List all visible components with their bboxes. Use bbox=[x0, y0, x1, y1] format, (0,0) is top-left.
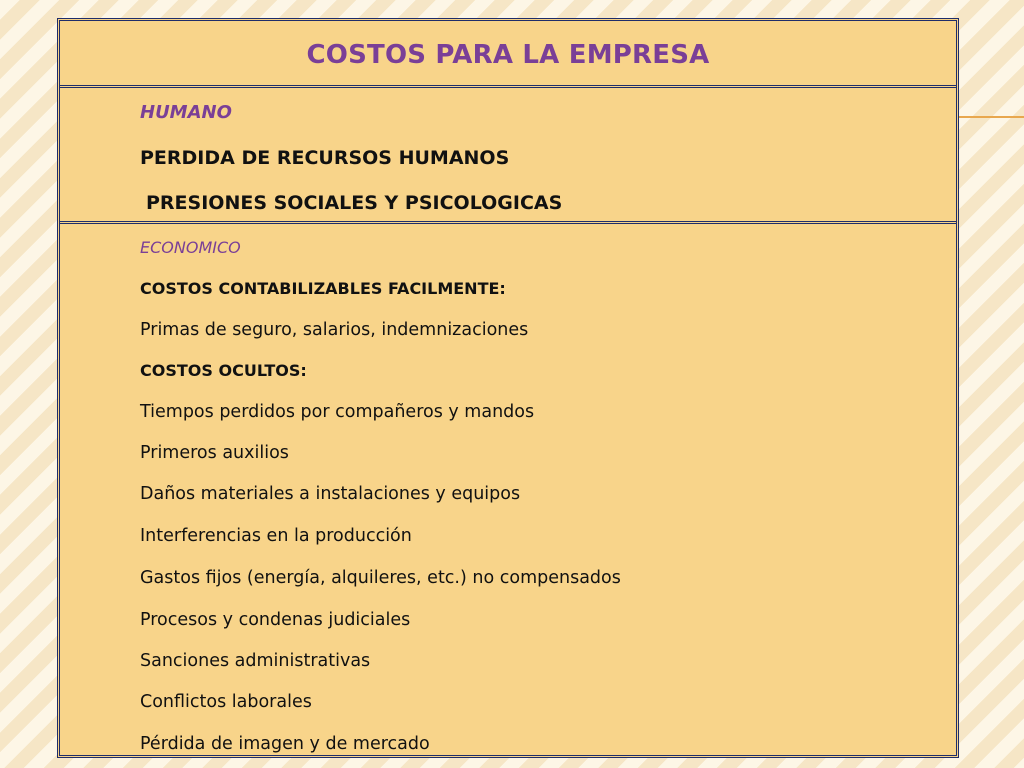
slide-table bbox=[57, 18, 959, 758]
hidden-cost-item: Daños materiales a instalaciones y equipos bbox=[140, 484, 521, 504]
human-item: PERDIDA DE RECURSOS HUMANOS bbox=[140, 147, 510, 169]
human-costs-section bbox=[60, 85, 956, 221]
accountable-costs-heading: COSTOS CONTABILIZABLES FACILMENTE: bbox=[140, 279, 506, 298]
title-row bbox=[60, 21, 956, 85]
hidden-costs-heading: COSTOS OCULTOS: bbox=[140, 361, 307, 380]
slide-title: COSTOS PARA LA EMPRESA bbox=[306, 40, 710, 70]
hidden-cost-item: Pérdida de imagen y de mercado bbox=[140, 734, 430, 754]
economic-costs-section bbox=[60, 221, 956, 758]
economic-heading: ECONOMICO bbox=[140, 238, 241, 257]
human-item: PRESIONES SOCIALES Y PSICOLOGICAS bbox=[146, 192, 563, 214]
hidden-cost-item: Conflictos laborales bbox=[140, 692, 312, 712]
hidden-cost-item: Sanciones administrativas bbox=[140, 651, 371, 671]
decorative-accent-line bbox=[958, 116, 1024, 118]
hidden-cost-item: Primeros auxilios bbox=[140, 443, 289, 463]
hidden-cost-item: Gastos fijos (energía, alquileres, etc.) no compensados bbox=[140, 568, 621, 588]
human-heading: HUMANO bbox=[140, 102, 232, 123]
hidden-cost-item: Procesos y condenas judiciales bbox=[140, 610, 411, 630]
hidden-cost-item: Interferencias en la producción bbox=[140, 526, 412, 546]
hidden-cost-item: Tiempos perdidos por compañeros y mandos bbox=[140, 402, 535, 422]
accountable-cost-item: Primas de seguro, salarios, indemnizaciones bbox=[140, 320, 529, 340]
